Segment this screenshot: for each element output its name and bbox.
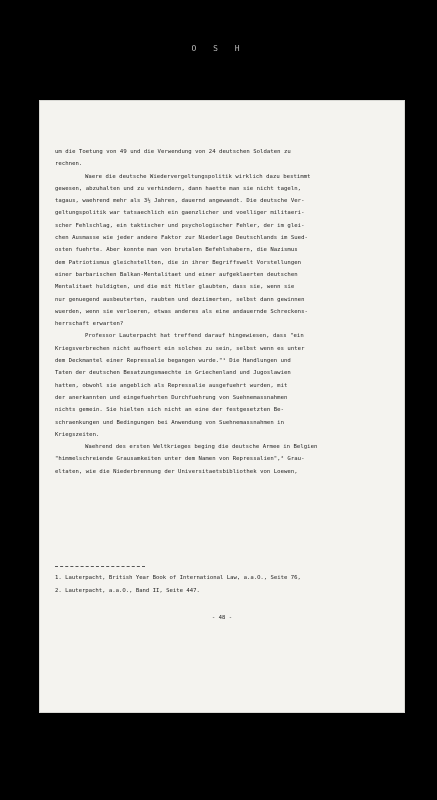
- text-line: wuerden, wenn sie verloeren, etwas anderes als eine andauernde Schreckens-: [55, 308, 308, 315]
- text-line: schraenkungen und Bedingungen bei Anwendung von Suehnemassnahmen in: [55, 419, 284, 426]
- footnote-separator: [55, 566, 145, 567]
- text-line: der anerkannten und eingefuehrten Durchfuehrung von Suehnemassnahmen: [55, 394, 288, 401]
- text-line: osten fuehrte. Aber konnte man von brutalen Befehlshabern, die Nazismus: [55, 247, 298, 254]
- body-text: [55, 146, 391, 478]
- text-line: nur genuegend ausbeuterten, raubten und deziimerten, selbst dann gewinnen: [55, 296, 305, 303]
- footnotes: [55, 572, 391, 598]
- footnote: 1. Lauterpacht, British Year Book of International Law, a.a.O., Seite 76,: [55, 575, 301, 581]
- document-page: [39, 100, 405, 713]
- text-line: tagaus, waehrend mehr als 3½ Jahren, dauernd angewandt. Die deutsche Ver-: [55, 198, 305, 205]
- page-number: - 48 -: [211, 615, 233, 621]
- text-line: hatten, obwohl sie angeblich als Repressalie ausgefuehrt wurden, mit: [55, 382, 288, 389]
- text-line: einer barbarischen Balkan-Mentalitaet und einer aufgeklaerten deutschen: [55, 271, 298, 278]
- text-line: Taten der deutschen Besatzungsmaechte in Griechenland und Jugoslawien: [55, 370, 291, 377]
- text-line: geltungspolitik war tatsaechlich ein gaenzlicher und voelliger militaeri-: [55, 210, 305, 217]
- text-line: Professor Lauterpacht hat treffend darauf hingewiesen, dass "ein: [85, 333, 304, 340]
- text-line: nichts gemein. Sie hielten sich nicht an eine der festgesetzten Be-: [55, 407, 284, 414]
- text-line: eltaten, wie die Niederbrennung der Universitaetsbibliothek von Loewen,: [55, 468, 298, 475]
- text-line: "himmelschreiende Grausamkeiten unter dem Namen von Repressalien",² Grau-: [55, 456, 305, 463]
- text-line: rechnen.: [55, 161, 83, 168]
- text-line: herrschaft erwarten?: [55, 321, 124, 328]
- text-line: Waere die deutsche Wiedervergeltungspolitik wirklich dazu bestimmt: [85, 173, 311, 180]
- text-line: Mentalitaet huldigten, und die mit Hitler glaubten, dass sie, wenn sie: [55, 284, 295, 291]
- text-line: um die Toetung von 49 und die Verwendung von 24 deutschen Soldaten zu: [55, 149, 291, 155]
- text-line: dem Patriotismus gleichstellten, die in ihrer Begriffswelt Vorstellungen: [55, 259, 302, 266]
- text-line: Waehrend des ersten Weltkrieges beging die deutsche Armee in Belgien: [85, 444, 318, 451]
- text-line: chen Ausmasse wie jeder andere Faktor zur Niederlage Deutschlands im Sued-: [55, 235, 308, 242]
- text-line: gewesen, abzuhalten und zu verhindern, dann haette man sie nicht tageln,: [55, 185, 302, 192]
- text-line: Kriegszeiten.: [55, 431, 100, 438]
- footnote: 2. Lauterpacht, a.a.O., Band II, Seite 447.: [55, 588, 200, 594]
- text-line: Kriegsverbrechen nicht aufhoert ein solches zu sein, selbst wenn es unter: [55, 345, 305, 352]
- text-line: dem Deckmantel einer Repressalie begangen wurde."¹ Die Handlungen und: [55, 358, 291, 365]
- text-line: scher Fehlschlag, ein taktischer und psychologischer Fehler, der im glei-: [55, 222, 305, 229]
- archive-header-mark: O S H: [191, 44, 246, 53]
